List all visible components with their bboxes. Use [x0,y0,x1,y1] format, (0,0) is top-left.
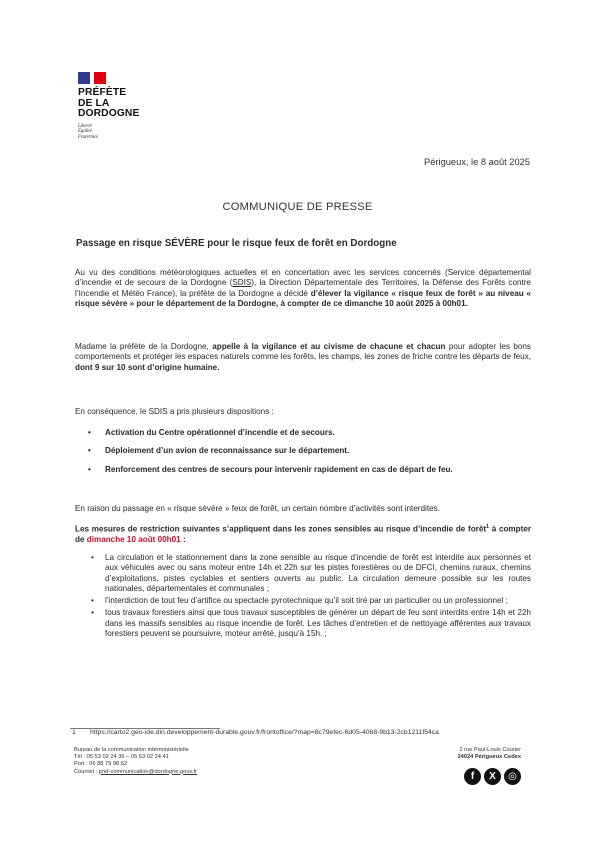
x-icon[interactable]: X [484,768,501,785]
prefecture-logo [78,72,168,141]
subject-heading: Passage en risque SÉVÈRE pour le risque feux de forêt en Dordogne [76,238,397,249]
restriction-heading: Les mesures de restriction suivantes s’appliquent dans les zones sensibles au risque d’incendie de forêt$^1$ à compter de dimanche 10 août 00h01 : [75,524,531,545]
paragraph-consequence: En conséquence, le SDIS a pris plusieurs dispositions : [75,407,274,416]
list-item: • l’interdiction de tout feu d’artifice ou spectacle pyrotechnique qu’il soit tiré par un particulier ou un professionnel ; [91,596,508,606]
republic-motto: Liberté Égalité Fraternité [78,123,98,140]
list-item: • La circulation et le stationnement dans la zone sensible au risque d’incendie de forêt est interdite aux personnes et aux véhicules avec ou sans moteur entre 14h et 22h sur les pistes forestières ou de DFCI, chemins ruraux, chemins d’exploitations, pistes cyclables et sentiers ouverts au public. La circulation demeure possible sur les routes nationales, départementales et communales ; [91,553,531,593]
footer-contact: Bureau de la communication interministérielle Tél : 05 53 02 24 36 – 05 53 02 24 41 Port : 06 88 79 98 52 Courriel : pref-communication@dordogne.gouv.fr [74,747,197,775]
list-item: • Renforcement des centres de secours pour intervenir rapidement en cas de départ de feu. [88,464,453,474]
list-item: • Déploiement d’un avion de reconnaissance sur le département. [88,446,350,456]
list-item: • Activation du Centre opérationnel d’incendie et de secours. [88,428,335,437]
press-release-title: COMMUNIQUE DE PRESSE [222,201,373,213]
list-item: • tous travaux forestiers ainsi que tous travaux susceptibles de générer un départ de feu sont interdits entre 14h et 22h dans les massifs sensibles au risque incendie de forêt. Les tâches d’entretien et de nettoyage afférentes aux travaux forestiers peuvent se poursuivre, moteur arrêté, jusqu’à 15h. ; [91,608,531,639]
footer-address: 2 rue Paul-Louis Courier 24024 Périgueux Cedex [457,747,521,761]
paragraph-appeal: Madame la préfète de la Dordogne, appelle à la vigilance et au civisme de chacune et chacun pour adopter les bons comportements et protéger les espaces naturels comme les forêts, les champs, les zones de friche contre les départs de feux, dont 9 sur 10 sont d’origine humaine. [75,342,531,372]
paragraph-interdictions: En raison du passage en « risque sévère » feux de forêt, un certain nombre d’activités sont interdites. [75,504,440,513]
footnote-url-link[interactable]: https://carto2.geo-ide.din.developpement-durable.gouv.fr/frontoffice/?map=8c79efec-6d05-4068-9b13-2cb1211f54ca [90,729,439,736]
marianne-flag-icon [78,72,106,84]
date-line: Périgueux, le 8 août 2025 [424,157,530,167]
facebook-icon[interactable]: f [464,768,481,785]
footnote: 1 https://carto2.geo-ide.din.developpement-durable.gouv.fr/frontoffice/?map=8c79efec-6d05-4068-9b13-2cb1211f54ca [72,729,439,736]
paragraph-context: Au vu des conditions météorologiques actuelles et en concertation avec les services concernés (Service départemental d’incendie et de secours de la Dordogne (SDIS), la Direction Départementale des Territoires, la Défense des Forêts contre l’Incendie et Météo France), la préfète de la Dordogne a décidé d’élever la vigilance « risque feux de forêt » au niveau « risque sévère » pour le département de la Dordogne, à compter de ce dimanche 10 août 2025 à 00h01. [75,268,531,308]
prefecture-name: PRÉFÈTE DE LA DORDOGNE [78,87,140,120]
sdis-link[interactable]: SDIS [232,278,252,288]
instagram-icon[interactable]: ◎ [504,768,521,785]
measures-list [91,553,531,641]
dispositions-list [88,428,528,483]
email-link[interactable]: pref-communication@dordogne.gouv.fr [98,768,197,775]
footnote-ref: 1 [486,524,490,530]
social-links [464,768,521,785]
